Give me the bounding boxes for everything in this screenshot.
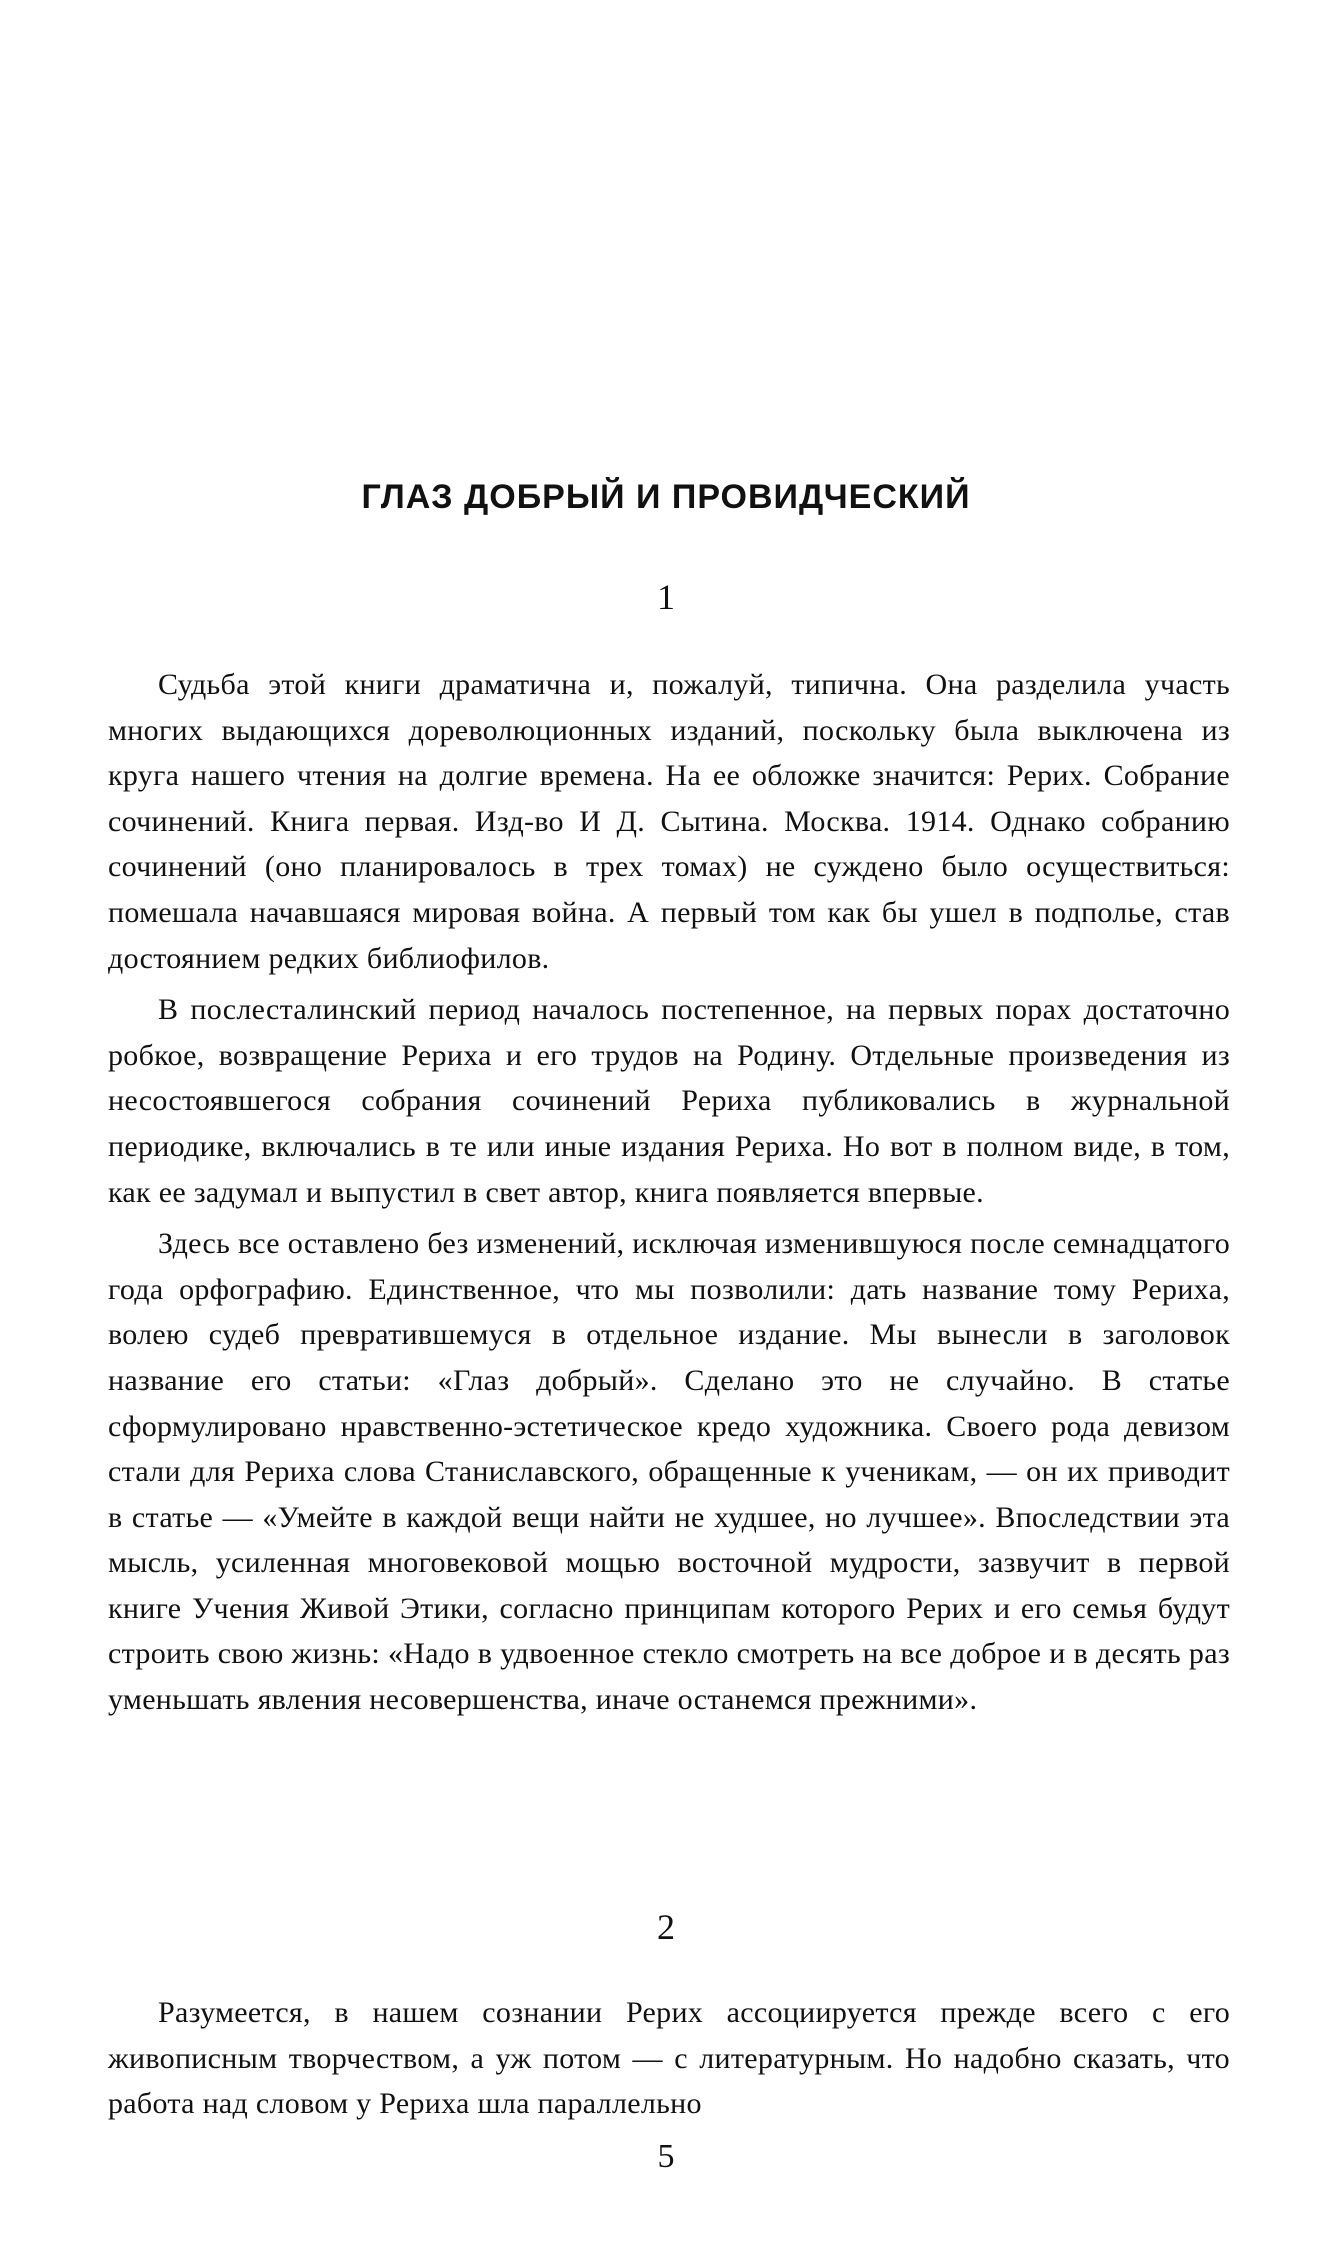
chapter-title: ГЛАЗ ДОБРЫЙ И ПРОВИДЧЕСКИЙ (361, 478, 971, 516)
page-number: 5 (657, 2138, 675, 2175)
section-1-body (108, 662, 1230, 1729)
section-2-body (108, 1990, 1230, 2133)
paragraph: Здесь все оставлено без изменений, исключая изменившуюся после семнадцатого года орфографию. Единственное, что мы позволили: дать название тому Рериха, волею судеб превратившемуся в отдельное издание. Мы вынесли в заголовок название его статьи: «Глаз добрый». Сделано это не случайно. В статье сформулировано нравственно-эстетическое кредо художника. Своего рода девизом стали для Рериха слова Станиславского, обращенные к ученикам, — он их приводит в статье — «Умейте в каждой вещи найти не худшее, но лучшее». Впоследствии эта мысль, усиленная многовековой мощью восточной мудрости, зазвучит в первой книге Учения Живой Этики, согласно принципам которого Рерих и его семья будут строить свою жизнь: «Надо в удвоенное стекло смотреть на все доброе и в десять раз уменьшать явления несовершенства, иначе останемся прежними». (108, 1227, 1230, 1717)
paragraph: В послесталинский период началось постепенное, на первых порах достаточно робкое, возвращение Рериха и его трудов на Родину. Отдельные произведения из несостоявшегося собрания сочинений Рериха публиковались в журнальной периодике, включались в те или иные издания Рериха. Но вот в полном виде, в том, как ее задумал и выпустил в свет автор, книга появляется впервые. (108, 993, 1230, 1209)
section-number-1: 1 (657, 577, 675, 617)
section-number-2: 2 (657, 1907, 675, 1947)
paragraph: Разумеется, в нашем сознании Рерих ассоциируется прежде всего с его живописным творчеством, а уж потом — с литературным. Но надобно сказать, что работа над словом у Рериха шла параллельно (108, 1996, 1230, 2121)
paragraph: Судьба этой книги драматична и, пожалуй, типична. Она разделила участь многих выдающихся дореволюционных изданий, поскольку была выключена из круга нашего чтения на долгие времена. На ее обложке значится: Рерих. Собрание сочинений. Книга первая. Изд-во И Д. Сытина. Москва. 1914. Однако собранию сочинений (оно планировалось в трех томах) не суждено было осуществиться: помешала начавшаяся мировая война. А первый том как бы ушел в подполье, став достоянием редких библиофилов. (108, 668, 1230, 975)
